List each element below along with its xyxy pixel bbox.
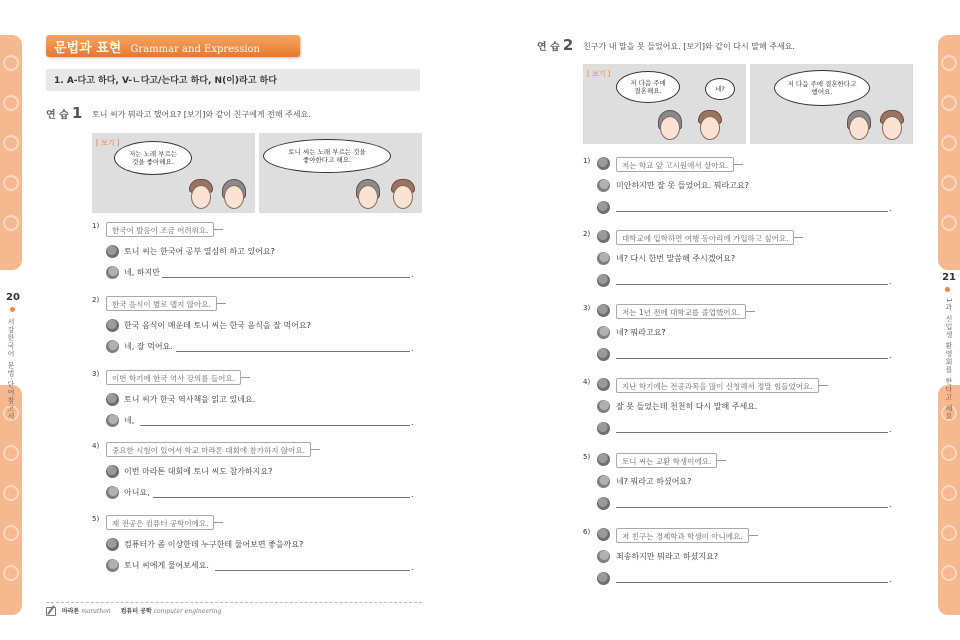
example-box-left-1 [92,133,255,213]
question-text: 네? 다시 한번 말씀해 주시겠어요? [616,254,736,263]
speaker-icon [106,538,119,551]
prompt-box: 한국어 발음이 조금 어려워요. [106,222,214,237]
speaker-icon [106,266,119,279]
prompt-box: 토니 씨는 교환 학생이에요. [616,453,717,468]
item-number: 3) [583,304,591,312]
question-text: 이번 마라톤 대회에 토니 씨도 참가하지요? [124,467,273,476]
footer-divider [46,602,422,603]
answer-period: . [411,270,414,279]
speaker-icon [597,201,610,214]
question-text: 네? 뭐라고 하셨어요? [616,477,692,486]
speaker-icon [597,550,610,563]
section-title-en: Grammar and Expression [130,44,260,55]
boy-illustration [878,108,906,142]
answer-blank[interactable] [162,277,410,278]
answer-period: . [411,418,414,427]
answer-blank[interactable] [616,582,888,583]
prompt-box: 저는 학교 앞 고시원에서 살아요. [616,157,734,172]
speech-bubble: 네? [705,78,735,100]
speaker-icon [597,422,610,435]
right-page-number: 21 [942,272,956,283]
boy-illustration [696,108,724,142]
item-number: 1) [92,222,100,230]
speaker-icon [106,486,119,499]
answer-prefix: 토니 씨에게 물어보세요. [124,561,209,570]
answer-period: . [889,575,892,584]
answer-blank[interactable] [616,358,888,359]
question-text: 죄송하지만 뭐라고 하셨지요? [616,552,719,561]
item-number: 4) [583,378,591,386]
answer-blank[interactable] [176,351,410,352]
speaker-icon [597,475,610,488]
answer-prefix: 아니요, [124,488,150,497]
speaker-icon [597,572,610,585]
speaker-icon [597,252,610,265]
section-title-ko: 문법과 표현 [54,41,122,56]
boy-illustration [389,177,417,211]
exercise-1-instruction: 토니 씨가 뭐라고 했어요? [보기]와 같이 친구에게 전해 주세요. [92,110,311,119]
question-text: 토니 씨가 한국 역사책을 읽고 있네요. [124,395,256,404]
answer-period: . [889,500,892,509]
speaker-icon [597,179,610,192]
speaker-icon [106,465,119,478]
example-tag: [ 보기 ] [587,70,611,78]
speaker-icon [597,453,610,466]
exercise-2-instruction: 친구가 내 말을 못 들었어요. [보기]와 같이 다시 말해 주세요. [583,42,795,51]
vocab-footer: 마라톤 marathon 컴퓨터 공학 computer engineering [46,606,229,616]
answer-period: . [411,490,414,499]
answer-period: . [411,344,414,353]
question-text: 컴퓨터가 좀 이상한데 누구한테 물어보면 좋을까요? [124,540,304,549]
girl-illustration [656,108,684,142]
answer-prefix: 네, 잘 먹어요. [124,342,173,351]
speech-bubble: 저는 노래 부르는 것을 좋아해요. [114,141,192,175]
item-number: 2) [92,296,100,304]
question-text: 잘 못 들었는데 천천히 다시 말해 주세요. [616,402,758,411]
left-side-tab-top [0,35,22,270]
grammar-subheader: 1. A-다고 하다, V-ㄴ다고/는다고 하다, N(이)라고 하다 [46,69,420,91]
speaker-icon [106,245,119,258]
prompt-box: 중요한 시험이 있어서 학교 마라톤 대회에 참가하지 않아요. [106,442,311,457]
speaker-icon [597,497,610,510]
speech-bubble: 저 다음 주에 결혼해요. [616,71,680,103]
speaker-icon [106,414,119,427]
right-page-vertical-label: 1과 신입생 환영회를 한다고 해요 [945,298,953,421]
example-box-left-2 [259,133,422,213]
answer-prefix: 네, 하지만 [124,268,160,277]
answer-period: . [889,204,892,213]
answer-period: . [889,425,892,434]
prompt-box: 이번 학기에 한국 역사 강의를 들어요. [106,370,241,385]
section-title [46,35,300,57]
girl-illustration [845,108,873,142]
speaker-icon [597,157,610,170]
prompt-box: 저 친구는 경제학과 학생이 아니에요. [616,528,749,543]
example-box-right-1 [583,64,746,144]
item-number: 2) [583,230,591,238]
item-number: 5) [92,515,100,523]
answer-blank[interactable] [616,211,888,212]
prompt-box: 제 전공은 컴퓨터 공학이에요. [106,515,214,530]
speaker-icon [597,528,610,541]
speech-bubble: 토니 씨는 노래 부르는 것을 좋아한다고 해요. [263,139,391,173]
item-number: 1) [583,157,591,165]
answer-prefix: 네, [124,416,135,425]
left-page-number: 20 [6,292,20,303]
speaker-icon [106,393,119,406]
question-text: 토니 씨는 한국어 공부 열심히 하고 있어요? [124,247,275,256]
prompt-box: 대학교에 입학하면 여행 동아리에 가입하고 싶어요. [616,230,794,245]
item-number: 4) [92,442,100,450]
answer-period: . [889,351,892,360]
speaker-icon [597,230,610,243]
speaker-icon [106,340,119,353]
answer-period: . [411,563,414,572]
prompt-box: 한국 음식이 별로 맵지 않아요. [106,296,217,311]
example-box-right-2 [750,64,913,144]
answer-blank[interactable] [616,432,888,433]
question-text: 미안하지만 잘 못 들었어요. 뭐라고요? [616,181,749,190]
speaker-icon [106,319,119,332]
answer-blank[interactable] [616,284,888,285]
left-page-vertical-label: 서강한국어 문법·단어참고서 [7,318,15,421]
answer-blank[interactable] [140,425,410,426]
item-number: 6) [583,528,591,536]
answer-period: . [889,277,892,286]
girl-illustration [220,177,248,211]
right-page-dot [945,287,950,292]
speaker-icon [597,348,610,361]
exercise-2-label: 연 습 2 [537,36,574,54]
speaker-icon [597,304,610,317]
item-number: 5) [583,453,591,461]
prompt-box: 지난 학기에는 전공과목을 많이 신청해서 정말 힘들었어요. [616,378,819,393]
example-tag: [ 보기 ] [96,139,120,147]
question-text: 네? 뭐라고요? [616,328,666,337]
answer-blank[interactable] [215,570,410,571]
left-page-dot [10,307,15,312]
speaker-icon [597,326,610,339]
answer-blank[interactable] [153,497,410,498]
speaker-icon [597,378,610,391]
speaker-icon [597,400,610,413]
exercise-1-label: 연 습 1 [46,104,83,122]
pencil-icon [46,607,56,616]
answer-blank[interactable] [616,507,888,508]
right-side-tab-top [938,35,960,270]
speaker-icon [597,274,610,287]
prompt-box: 저는 1년 전에 대학교를 졸업했어요. [616,304,746,319]
girl-illustration [354,177,382,211]
speaker-icon [106,559,119,572]
question-text: 한국 음식이 매운데 토니 씨는 한국 음식을 잘 먹어요? [124,321,311,330]
speech-bubble: 저 다음 주에 결혼한다고 했어요. [774,70,870,106]
boy-illustration [187,177,215,211]
item-number: 3) [92,370,100,378]
